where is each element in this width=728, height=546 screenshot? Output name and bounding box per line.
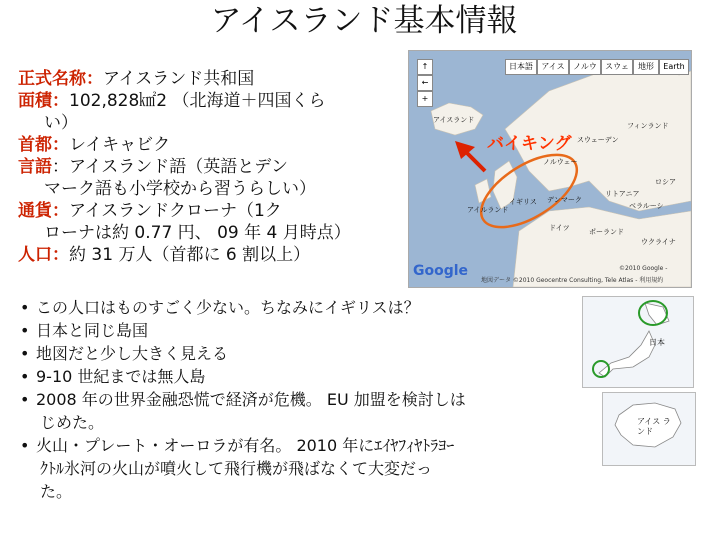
bullet-text: この人口はものすごく少ない。ちなみにイギリスは？ xyxy=(36,298,420,317)
map-label-finland: フィンランド xyxy=(627,122,669,130)
japan-label: 日本 xyxy=(649,338,665,347)
bullet-item xyxy=(20,365,580,388)
map-label-belarus: ベラルーシ xyxy=(629,202,664,210)
bullet-item xyxy=(20,319,580,342)
page-title: アイスランド基本情報 xyxy=(210,3,518,39)
map-button-earth[interactable]: Earth xyxy=(659,59,689,75)
facts-list xyxy=(18,68,398,266)
map-button-japan[interactable]: 日本語 xyxy=(505,59,537,75)
fact-population xyxy=(18,244,398,266)
bullet-text: 9-10 世紀までは無人島 xyxy=(36,367,206,386)
bullet-dot: • xyxy=(20,321,30,340)
map-label-lithuania: リトアニア xyxy=(605,190,640,198)
bullet-dot: • xyxy=(20,367,30,386)
fact-key: 通貨： xyxy=(18,201,69,221)
map-label-iceland: アイスランド xyxy=(433,116,475,124)
map-label-germany: ドイツ xyxy=(549,224,570,232)
map-copyright-google: ©2010 Google - xyxy=(619,265,668,272)
map-label-norway: ノルウェー xyxy=(543,158,578,166)
map-label-russia: ロシア xyxy=(655,178,676,186)
bullet-text: 火山・プレート・オーロラが有名。 2010 年にｴｲﾔﾌｨﾔﾄﾗﾖｰ xyxy=(36,436,455,455)
fact-area xyxy=(18,90,398,134)
fact-value: レイキャビク xyxy=(69,135,171,155)
bullet-dot: • xyxy=(20,298,30,317)
bullet-list xyxy=(20,296,580,503)
fact-value: アイスランドクローナ（1ク xyxy=(69,201,282,221)
pan-left-button[interactable]: ← xyxy=(417,75,433,91)
bullet-item xyxy=(20,296,580,319)
map-label-poland: ポーランド xyxy=(589,228,624,236)
bullet-dot: • xyxy=(20,436,30,455)
bullet-item xyxy=(20,342,580,365)
map-button-norway[interactable]: ノルウ xyxy=(569,59,601,75)
fact-value: 102,828㎢2 （北海道＋四国くら xyxy=(69,91,326,111)
iceland-map xyxy=(602,392,696,466)
map-label-sweden: スウェーデン xyxy=(577,136,619,144)
map-button-terrain[interactable]: 地形 xyxy=(633,59,659,75)
map-label-uk: イギリス xyxy=(509,198,537,206)
fact-key: 面積： xyxy=(18,91,69,111)
fact-official-name xyxy=(18,68,398,90)
map-label-ukraine: ウクライナ xyxy=(641,238,676,246)
fact-continuation: マーク語も小学校から習うらしい） xyxy=(44,179,316,199)
iceland-label: アイス ランド xyxy=(637,417,671,436)
japan-map xyxy=(582,296,694,388)
fact-currency xyxy=(18,200,398,244)
map-copyright[interactable]: 地図データ ©2010 Geocentre Consulting, Tele Atlas - 利用規約 xyxy=(481,277,664,284)
fact-key: 首都： xyxy=(18,135,69,155)
bullet-text: 2008 年の世界金融恐慌で経済が危機。 EU 加盟を検討しは xyxy=(36,390,466,409)
fact-key: 正式名称： xyxy=(18,69,103,89)
map-label-denmark: デンマーク xyxy=(547,196,582,204)
fact-continuation: ローナは約 0.77 円、 09 年 4 月時点） xyxy=(44,223,351,243)
viking-label: バイキング xyxy=(487,134,572,154)
zoom-in-button[interactable]: + xyxy=(417,91,433,107)
map-button-sweden[interactable]: スウェ xyxy=(601,59,633,75)
map-button-iceland[interactable]: アイス xyxy=(537,59,569,75)
fact-continuation: い） xyxy=(44,113,78,133)
europe-map-graphic xyxy=(409,51,691,287)
europe-map[interactable] xyxy=(408,50,692,288)
bullet-continuation: た。 xyxy=(40,482,73,501)
google-logo: Google xyxy=(413,263,469,279)
fact-value: アイスランド共和国 xyxy=(103,69,255,89)
map-label-ireland: アイルランド xyxy=(467,206,509,214)
bullet-text: 地図だと少し大きく見える xyxy=(36,344,229,363)
fact-capital xyxy=(18,134,398,156)
fact-value: ：アイスランド語（英語とデン xyxy=(52,157,288,177)
fact-key: 言語 xyxy=(18,157,52,177)
bullet-dot: • xyxy=(20,390,30,409)
pan-up-button[interactable]: ↑ xyxy=(417,59,433,75)
japan-map-graphic xyxy=(583,297,693,387)
bullet-item xyxy=(20,434,580,503)
fact-language xyxy=(18,156,398,200)
bullet-item xyxy=(20,388,580,434)
bullet-dot: • xyxy=(20,344,30,363)
bullet-text: 日本と同じ島国 xyxy=(36,321,149,340)
bullet-continuation: ｸﾄﾙ氷河の火山が噴火して飛行機が飛ばなくて大変だっ xyxy=(40,459,433,478)
bullet-continuation: じめた。 xyxy=(40,413,105,432)
fact-value: 約 31 万人（首都に 6 割以上） xyxy=(69,245,311,265)
fact-key: 人口： xyxy=(18,245,69,265)
